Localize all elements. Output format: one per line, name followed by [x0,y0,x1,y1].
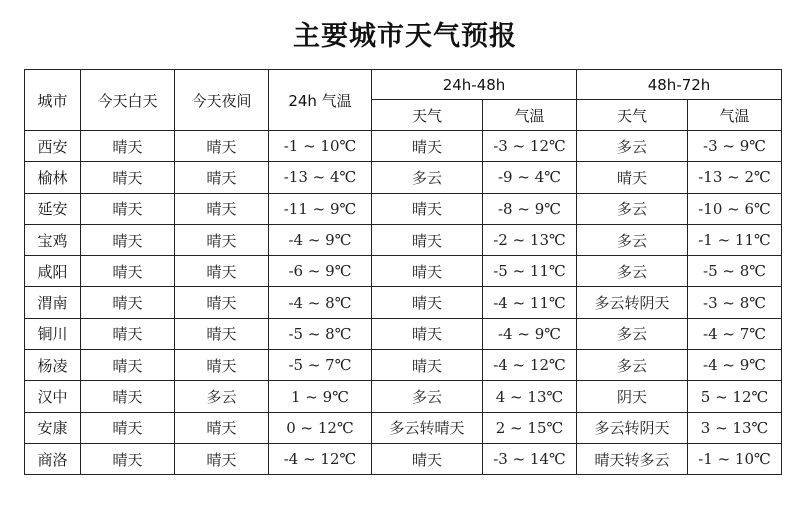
table-row [25,350,782,381]
temp-48h: -8 ~ 9℃ [483,193,577,224]
today-night-weather: 晴天 [175,193,269,224]
temp-48h: -4 ~ 12℃ [483,350,577,381]
header-temp-24h: 24h 气温 [269,70,372,131]
today-night-weather: 晴天 [175,318,269,349]
weather-72h: 多云 [577,131,688,162]
temp-72h: -4 ~ 9℃ [688,350,782,381]
header-weather-72h: 天气 [577,100,688,131]
weather-72h: 多云 [577,318,688,349]
city-name: 汉中 [25,381,81,412]
table-row [25,224,782,255]
temp-72h: -1 ~ 11℃ [688,224,782,255]
city-name: 渭南 [25,287,81,318]
today-day-weather: 晴天 [81,162,175,193]
temp-24h: -1 ~ 10℃ [269,131,372,162]
today-night-weather: 多云 [175,381,269,412]
table-row [25,193,782,224]
weather-72h: 晴天转多云 [577,443,688,474]
weather-forecast-table [24,69,782,475]
weather-72h: 多云转阴天 [577,287,688,318]
temp-72h: -1 ~ 10℃ [688,443,782,474]
city-name: 商洛 [25,443,81,474]
weather-72h: 多云 [577,350,688,381]
today-night-weather: 晴天 [175,443,269,474]
weather-48h: 晴天 [372,256,483,287]
weather-48h: 晴天 [372,350,483,381]
weather-48h: 多云 [372,162,483,193]
table-row [25,381,782,412]
weather-72h: 晴天 [577,162,688,193]
weather-48h: 多云 [372,381,483,412]
temp-24h: 0 ~ 12℃ [269,412,372,443]
today-night-weather: 晴天 [175,287,269,318]
weather-48h: 晴天 [372,287,483,318]
temp-48h: -5 ~ 11℃ [483,256,577,287]
temp-48h: 4 ~ 13℃ [483,381,577,412]
weather-48h: 多云转晴天 [372,412,483,443]
temp-24h: 1 ~ 9℃ [269,381,372,412]
weather-48h: 晴天 [372,318,483,349]
today-day-weather: 晴天 [81,443,175,474]
weather-72h: 多云 [577,256,688,287]
table-row [25,256,782,287]
city-name: 杨凌 [25,350,81,381]
today-day-weather: 晴天 [81,318,175,349]
table-row [25,443,782,474]
table-row [25,162,782,193]
temp-48h: -3 ~ 14℃ [483,443,577,474]
header-today-day: 今天白天 [81,70,175,131]
temp-72h: 5 ~ 12℃ [688,381,782,412]
header-group-24-48h: 24h-48h [372,70,577,100]
city-name: 咸阳 [25,256,81,287]
page-title: 主要城市天气预报 [293,21,517,52]
header-weather-48h: 天气 [372,100,483,131]
temp-72h: -3 ~ 8℃ [688,287,782,318]
temp-24h: -5 ~ 7℃ [269,350,372,381]
temp-72h: -10 ~ 6℃ [688,193,782,224]
temp-48h: -2 ~ 13℃ [483,224,577,255]
weather-72h: 阴天 [577,381,688,412]
today-night-weather: 晴天 [175,162,269,193]
today-day-weather: 晴天 [81,224,175,255]
temp-48h: -3 ~ 12℃ [483,131,577,162]
today-night-weather: 晴天 [175,350,269,381]
temp-24h: -6 ~ 9℃ [269,256,372,287]
temp-48h: 2 ~ 15℃ [483,412,577,443]
temp-24h: -11 ~ 9℃ [269,193,372,224]
today-day-weather: 晴天 [81,287,175,318]
header-today-night: 今天夜间 [175,70,269,131]
temp-72h: -4 ~ 7℃ [688,318,782,349]
table-row [25,318,782,349]
table-row [25,131,782,162]
today-night-weather: 晴天 [175,131,269,162]
temp-24h: -4 ~ 12℃ [269,443,372,474]
temp-72h: 3 ~ 13℃ [688,412,782,443]
weather-48h: 晴天 [372,224,483,255]
today-day-weather: 晴天 [81,193,175,224]
today-day-weather: 晴天 [81,256,175,287]
table-row [25,287,782,318]
temp-24h: -5 ~ 8℃ [269,318,372,349]
weather-72h: 多云 [577,224,688,255]
today-night-weather: 晴天 [175,412,269,443]
temp-48h: -4 ~ 11℃ [483,287,577,318]
temp-48h: -9 ~ 4℃ [483,162,577,193]
weather-48h: 晴天 [372,131,483,162]
city-name: 安康 [25,412,81,443]
temp-24h: -13 ~ 4℃ [269,162,372,193]
temp-72h: -13 ~ 2℃ [688,162,782,193]
today-day-weather: 晴天 [81,381,175,412]
weather-48h: 晴天 [372,193,483,224]
today-night-weather: 晴天 [175,256,269,287]
header-group-48-72h: 48h-72h [577,70,782,100]
table-row [25,412,782,443]
city-name: 西安 [25,131,81,162]
temp-24h: -4 ~ 9℃ [269,224,372,255]
weather-72h: 多云 [577,193,688,224]
city-name: 铜川 [25,318,81,349]
city-name: 宝鸡 [25,224,81,255]
header-city: 城市 [25,70,81,131]
today-day-weather: 晴天 [81,350,175,381]
header-row-groups [25,70,782,100]
today-day-weather: 晴天 [81,412,175,443]
city-name: 榆林 [25,162,81,193]
weather-48h: 晴天 [372,443,483,474]
header-temperature-48h: 气温 [483,100,577,131]
city-name: 延安 [25,193,81,224]
temp-24h: -4 ~ 8℃ [269,287,372,318]
today-day-weather: 晴天 [81,131,175,162]
header-temperature-72h: 气温 [688,100,782,131]
today-night-weather: 晴天 [175,224,269,255]
temp-72h: -5 ~ 8℃ [688,256,782,287]
temp-48h: -4 ~ 9℃ [483,318,577,349]
temp-72h: -3 ~ 9℃ [688,131,782,162]
weather-72h: 多云转阴天 [577,412,688,443]
